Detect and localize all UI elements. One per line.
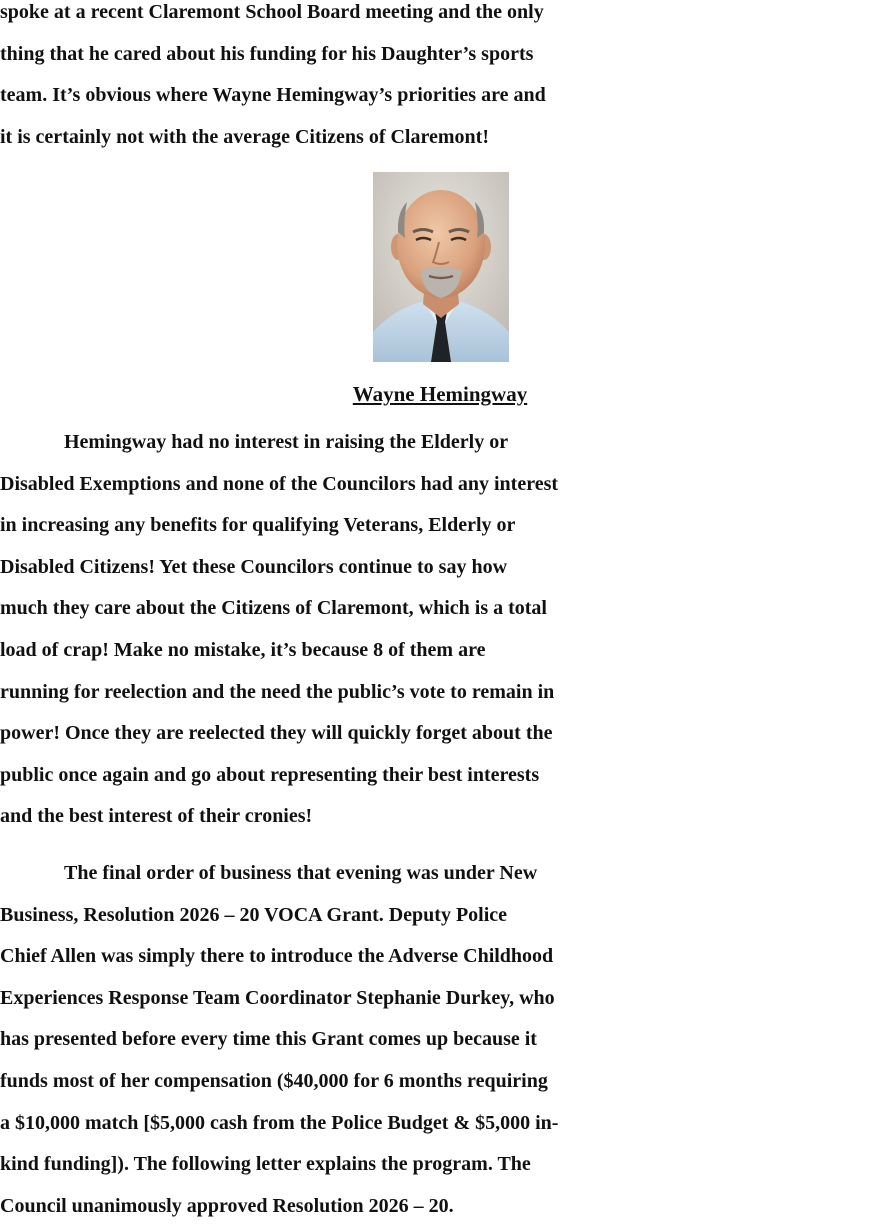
photo-caption: Wayne Hemingway	[352, 382, 528, 406]
text-line: much they care about the Citizens of Claremont, which is a total	[0, 597, 547, 620]
text-line: load of crap! Make no mistake, it’s because 8 of them are	[0, 638, 486, 661]
text-line: Council unanimously approved Resolution 2026 – 20.	[0, 1194, 454, 1217]
text-line: Business, Resolution 2026 – 20 VOCA Grant. Deputy Police	[0, 903, 508, 926]
text-line: in increasing any benefits for qualifying Veterans, Elderly or	[0, 514, 516, 537]
text-line: team. It’s obvious where Wayne Hemingway’s priorities are and	[0, 84, 546, 107]
text-line: Chief Allen was simply there to introduce the Adverse Childhood	[0, 945, 554, 968]
text-line: funds most of her compensation ($40,000 for 6 months requiring	[0, 1069, 548, 1092]
text-line: kind funding]). The following letter explains the program. The	[0, 1153, 531, 1176]
text-line: Disabled Exemptions and none of the Councilors had any interest	[0, 472, 559, 495]
text-line: has presented before every time this Grant comes up because it	[0, 1028, 537, 1051]
text-line: Disabled Citizens! Yet these Councilors continue to say how	[0, 555, 508, 578]
text-line: it is certainly not with the average Citizens of Claremont!	[0, 125, 489, 148]
portrait-photo	[373, 172, 509, 362]
text-line: and the best interest of their cronies!	[0, 805, 313, 828]
text-line: a $10,000 match [$5,000 cash from the Police Budget & $5,000 in-	[0, 1111, 559, 1134]
text-line: public once again and go about representing their best interests	[0, 763, 540, 786]
text-line: Experiences Response Team Coordinator Stephanie Durkey, who	[0, 986, 555, 1009]
text-line: The final order of business that evening was under New	[64, 862, 538, 884]
text-line: Hemingway had no interest in raising the Elderly or	[64, 431, 509, 453]
portrait-illustration	[373, 172, 509, 362]
text-line: thing that he cared about his funding for his Daughter’s sports	[0, 42, 534, 65]
intro-paragraph	[0, 0, 880, 158]
body-paragraph	[0, 422, 880, 838]
text-line: spoke at a recent Claremont School Board meeting and the only	[0, 1, 544, 23]
text-line: power! Once they are reelected they will quickly forget about the	[0, 722, 553, 745]
text-line: running for reelection and the need the public’s vote to remain in	[0, 680, 555, 703]
body-paragraph	[0, 853, 880, 1227]
